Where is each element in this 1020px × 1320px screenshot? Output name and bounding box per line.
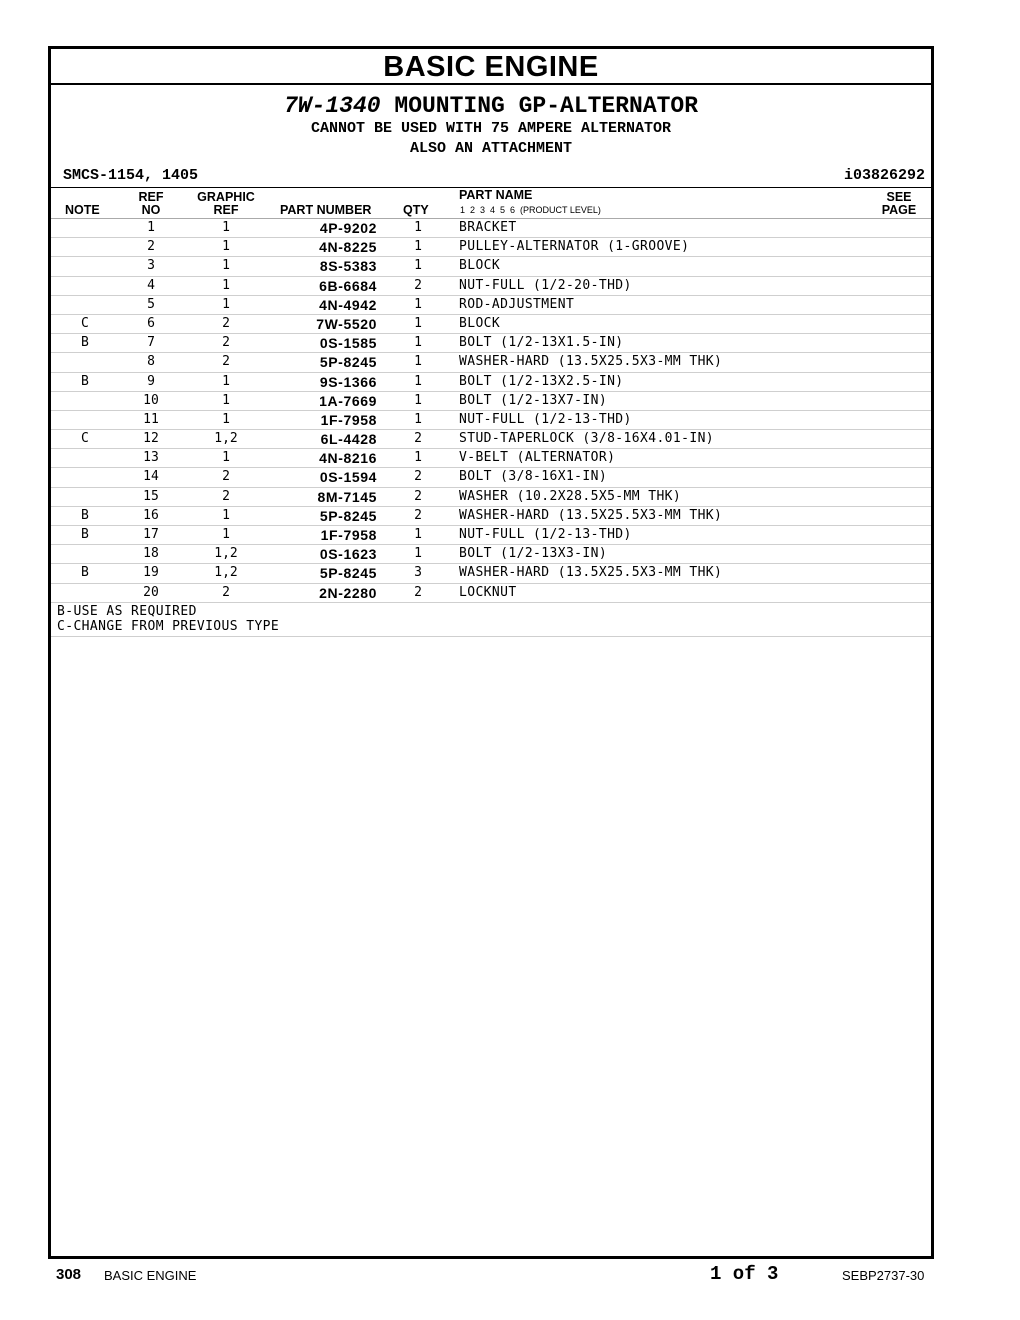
col-see-top: SEE [886,190,912,204]
row-note: B [81,335,89,351]
row-part-number: 6L-4428 [320,431,377,448]
row-ref-no: 11 [143,411,159,427]
smcs-code: SMCS-1154, 1405 [63,167,199,184]
row-part-name: WASHER-HARD (13.5X25.5X3-MM THK) [459,507,723,523]
table-row [51,584,931,603]
row-ref-no: 15 [143,488,159,504]
row-part-name: LOCKNUT [459,584,517,600]
row-graphic-ref: 1,2 [214,565,238,581]
row-graphic-ref: 1,2 [214,431,238,447]
row-part-name: BOLT (3/8-16X1-IN) [459,469,608,485]
row-qty: 1 [414,258,422,274]
row-part-name: WASHER-HARD (13.5X25.5X3-MM THK) [459,565,723,581]
col-part-name: PART NAME [459,188,533,202]
row-graphic-ref: 1 [222,392,230,408]
row-graphic-ref: 1 [222,296,230,312]
row-part-number: 1F-7958 [320,411,377,428]
col-see-bottom: PAGE [881,203,917,217]
row-note: C [81,431,89,447]
table-row [51,296,931,315]
row-part-number: 4N-4942 [319,296,377,313]
row-part-number: 1A-7669 [319,392,377,409]
notes-legend [51,603,931,637]
table-row [51,373,931,392]
row-qty: 1 [414,527,422,542]
row-qty: 1 [414,411,422,427]
row-graphic-ref: 1 [222,373,230,389]
group-note-line-2: ALSO AN ATTACHMENT [409,140,573,157]
row-part-name: BLOCK [459,315,501,331]
row-part-number: 6B-6684 [319,277,377,294]
row-qty: 2 [414,469,422,485]
row-part-name: NUT-FULL (1/2-20-THD) [459,277,632,293]
row-ref-no: 17 [143,527,159,542]
table-row [51,334,931,353]
table-row [51,488,931,507]
page-footer [0,1262,1020,1292]
row-ref-no: 18 [143,546,159,562]
row-qty: 3 [414,565,422,581]
row-ref-no: 14 [143,469,159,485]
row-ref-no: 6 [147,315,155,331]
row-graphic-ref: 1 [222,239,230,255]
row-qty: 1 [414,315,422,331]
row-graphic-ref: 2 [222,335,230,351]
row-part-name: BOLT (1/2-13X1.5-IN) [459,335,624,351]
row-ref-no: 7 [147,335,155,351]
row-part-name: BOLT (1/2-13X7-IN) [459,392,608,408]
row-graphic-ref: 1,2 [214,546,238,562]
row-qty: 2 [414,277,422,293]
row-ref-no: 3 [147,258,155,274]
table-row [51,219,931,238]
table-row [51,507,931,526]
col-note: NOTE [65,203,100,217]
row-part-number: 8M-7145 [317,488,377,505]
row-qty: 1 [414,392,422,408]
footer-page-of: 1 of 3 [710,1263,779,1285]
row-qty: 1 [414,239,422,255]
table-row [51,526,931,545]
table-row [51,468,931,487]
row-part-number: 5P-8245 [319,507,377,524]
row-qty: 2 [414,431,422,447]
table-row [51,315,931,334]
row-graphic-ref: 2 [222,354,230,370]
row-ref-no: 1 [147,220,155,235]
row-qty: 1 [414,354,422,370]
row-graphic-ref: 2 [222,488,230,504]
table-row [51,545,931,564]
row-graphic-ref: 1 [222,220,230,235]
col-ref-bottom: NO [141,203,161,217]
row-part-name: PULLEY-ALTERNATOR (1-GROOVE) [459,239,690,255]
row-ref-no: 5 [147,296,155,312]
row-graphic-ref: 2 [222,584,230,600]
row-qty: 2 [414,584,422,600]
row-part-name: ROD-ADJUSTMENT [459,296,575,312]
row-part-name: WASHER-HARD (13.5X25.5X3-MM THK) [459,354,723,370]
row-part-name: NUT-FULL (1/2-13-THD) [459,411,632,427]
row-qty: 2 [414,507,422,523]
row-graphic-ref: 1 [222,450,230,466]
row-part-number: 4N-8216 [319,450,377,467]
row-note: C [81,315,89,331]
row-ref-no: 8 [147,354,155,370]
row-qty: 1 [414,335,422,351]
row-part-name: BRACKET [459,220,517,235]
footer-page-number: 308 [56,1266,82,1283]
row-graphic-ref: 1 [222,277,230,293]
row-note: B [81,527,89,542]
footer-doc-number: SEBP2737-30 [842,1268,925,1283]
row-graphic-ref: 2 [222,469,230,485]
col-ref-top: REF [138,190,164,204]
row-part-name: BOLT (1/2-13X3-IN) [459,546,608,562]
col-graphic-bottom: REF [213,203,239,217]
row-qty: 1 [414,373,422,389]
row-part-name: NUT-FULL (1/2-13-THD) [459,527,632,542]
row-graphic-ref: 2 [222,315,230,331]
row-part-name: BOLT (1/2-13X2.5-IN) [459,373,624,389]
row-qty: 1 [414,220,422,235]
row-part-name: WASHER (10.2X28.5X5-MM THK) [459,488,682,504]
row-graphic-ref: 1 [222,507,230,523]
row-part-number: 0S-1585 [319,335,377,352]
row-part-number: 5P-8245 [319,565,377,582]
col-qty: QTY [403,203,429,217]
table-row [51,353,931,372]
smcs-row [51,165,931,187]
row-ref-no: 10 [143,392,159,408]
row-ref-no: 20 [143,584,159,600]
row-qty: 1 [414,296,422,312]
col-part-number: PART NUMBER [280,203,372,217]
row-part-number: 1F-7958 [320,527,377,543]
row-part-name: V-BELT (ALTERNATOR) [459,450,616,466]
row-ref-no: 13 [143,450,159,466]
row-part-number: 4N-8225 [319,239,377,256]
group-name: MOUNTING GP-ALTERNATOR [394,93,699,119]
group-title [51,93,931,119]
col-product-level: 1 2 3 4 5 6 (PRODUCT LEVEL) [460,205,601,215]
row-part-name: STUD-TAPERLOCK (3/8-16X4.01-IN) [459,431,715,447]
row-note: B [81,373,89,389]
table-row [51,430,931,449]
row-qty: 2 [414,488,422,504]
row-part-number: 5P-8245 [319,354,377,371]
parts-page-frame [48,46,934,1259]
parts-table-body [51,219,931,603]
row-part-number: 4P-9202 [319,220,377,236]
row-note: B [81,507,89,523]
table-row [51,238,931,257]
row-graphic-ref: 1 [222,527,230,542]
row-part-number: 2N-2280 [319,584,377,601]
group-note-line-1: CANNOT BE USED WITH 75 AMPERE ALTERNATOR [310,120,672,137]
row-part-number: 0S-1623 [319,546,377,563]
group-part-number: 7W-1340 [283,93,381,119]
row-ref-no: 16 [143,507,159,523]
table-row [51,277,931,296]
table-row [51,257,931,276]
row-part-number: 0S-1594 [319,469,377,486]
row-part-name: BLOCK [459,258,501,274]
footer-section: BASIC ENGINE [104,1268,197,1283]
table-row [51,449,931,468]
row-qty: 1 [414,546,422,562]
row-part-number: 7W-5520 [316,315,377,332]
col-graphic-top: GRAPHIC [197,190,255,204]
row-ref-no: 12 [143,431,159,447]
section-title: BASIC ENGINE [51,49,931,85]
note-c: C-CHANGE FROM PREVIOUS TYPE [57,618,280,634]
table-row [51,564,931,583]
parts-table-header [51,187,931,219]
row-part-number: 9S-1366 [319,373,377,390]
row-ref-no: 2 [147,239,155,255]
row-ref-no: 4 [147,277,155,293]
document-id: i03826292 [843,167,925,184]
row-qty: 1 [414,450,422,466]
table-row [51,411,931,430]
row-graphic-ref: 1 [222,411,230,427]
row-note: B [81,565,89,581]
row-ref-no: 9 [147,373,155,389]
row-part-number: 8S-5383 [319,258,377,275]
table-row [51,392,931,411]
row-ref-no: 19 [143,565,159,581]
row-graphic-ref: 1 [222,258,230,274]
note-b: B-USE AS REQUIRED [57,603,197,619]
